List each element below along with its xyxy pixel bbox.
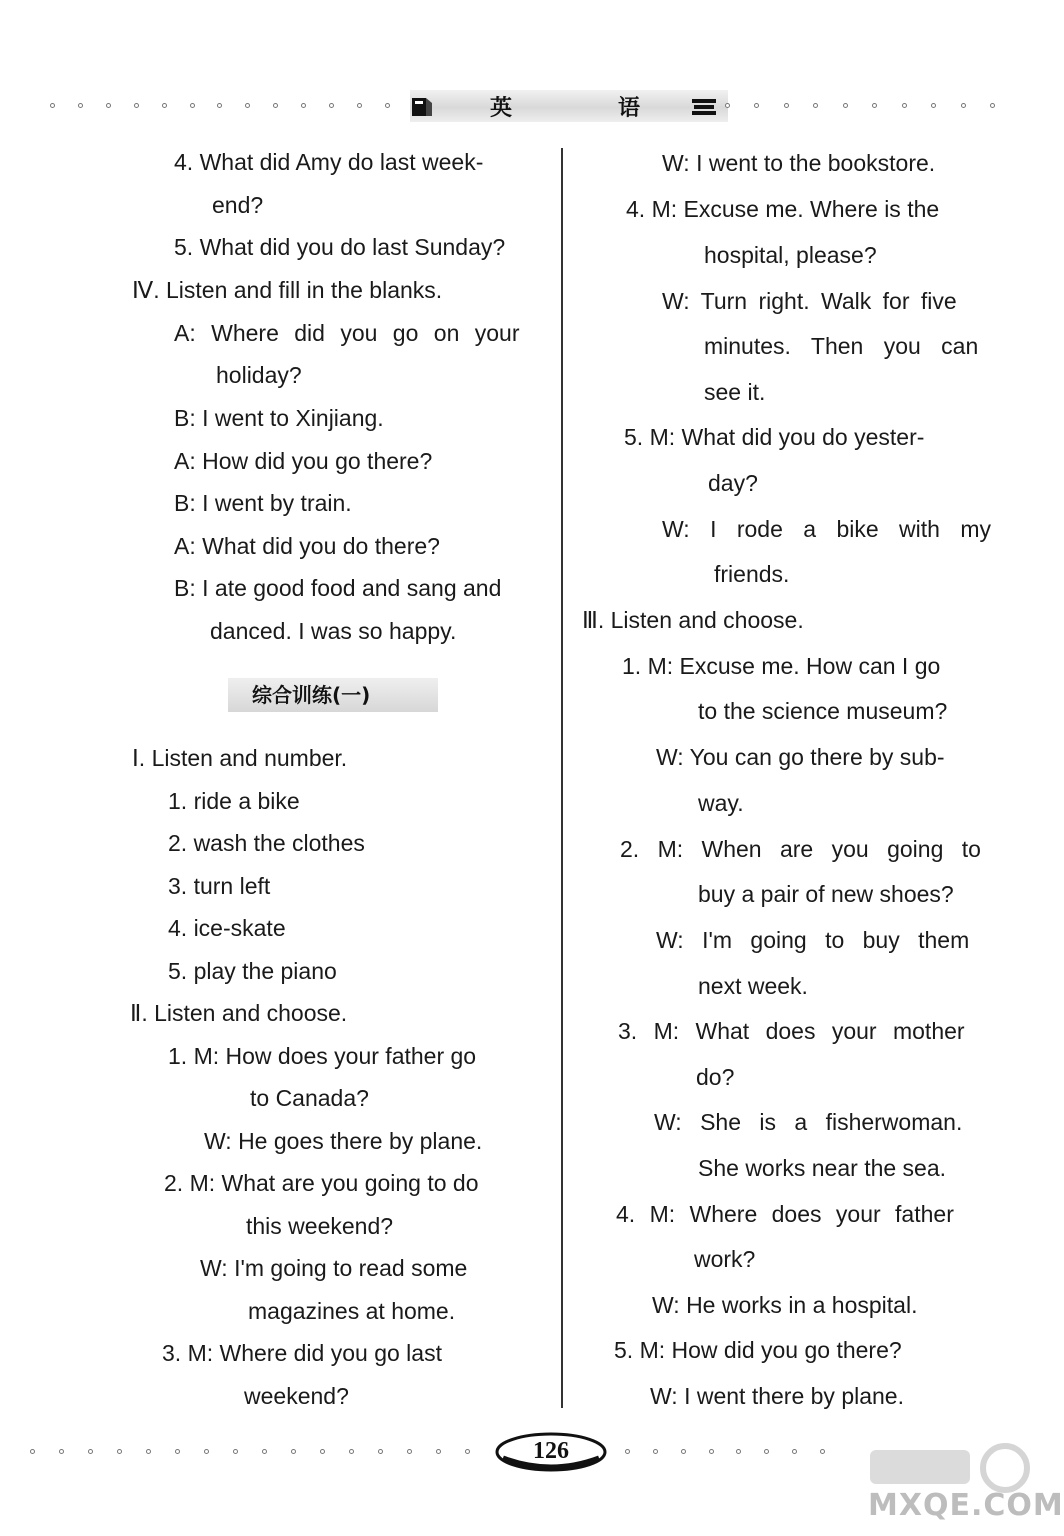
list-item: 4. ice-skate: [168, 915, 286, 941]
section-heading: Ⅲ. Listen and choose.: [582, 607, 804, 633]
text-line: minutes. Then you can: [704, 333, 979, 359]
text-line: to Canada?: [250, 1085, 369, 1111]
text-line: B: I went by train.: [174, 490, 352, 516]
text-line: see it.: [704, 379, 766, 405]
column-divider: [561, 148, 563, 1408]
section-heading: Ⅱ. Listen and choose.: [130, 1000, 348, 1026]
section-title: 综合训练(一): [252, 683, 371, 707]
text-line: friends.: [714, 561, 790, 587]
text-line: danced. I was so happy.: [210, 618, 457, 644]
text-line: next week.: [698, 973, 808, 999]
text-line: W: Turn right. Walk for five: [662, 288, 957, 314]
list-item: 2. wash the clothes: [168, 830, 365, 856]
text-line: magazines at home.: [248, 1298, 456, 1324]
text-line: do?: [696, 1064, 735, 1090]
text-line: 5. What did you do last Sunday?: [174, 234, 506, 260]
text-line: 5. M: How did you go there?: [614, 1337, 902, 1363]
section-heading: Ⅳ. Listen and fill in the blanks.: [132, 277, 443, 303]
list-item: 5. play the piano: [168, 958, 337, 984]
text-line: weekend?: [244, 1383, 349, 1409]
header-dots-right: [725, 103, 995, 109]
text-line: this weekend?: [246, 1213, 394, 1239]
text-line: A: How did you go there?: [174, 448, 433, 474]
text-line: A: Where did you go on your: [174, 320, 520, 346]
page-header: [0, 86, 1037, 130]
text-line: 2. M: What are you going to do: [164, 1170, 479, 1196]
text-line: B: I ate good food and sang and: [174, 575, 502, 601]
text-line: W: You can go there by sub-: [656, 744, 945, 770]
page-number: 126: [533, 1438, 569, 1464]
text-line: 1. M: Excuse me. How can I go: [622, 653, 941, 679]
text-line: work?: [694, 1246, 756, 1272]
book-icon: [410, 95, 434, 119]
footer-dots-right: [625, 1449, 825, 1455]
text-line: to the science museum?: [698, 698, 948, 724]
text-line: W: I rode a bike with my: [662, 516, 991, 542]
text-line: W: He works in a hospital.: [652, 1292, 918, 1318]
text-line: day?: [708, 470, 758, 496]
text-line: B: I went to Xinjiang.: [174, 405, 384, 431]
text-line: 4. What did Amy do last week-: [174, 149, 484, 175]
text-line: 3. M: What does your mother: [618, 1018, 965, 1044]
header-dots-left: [50, 103, 390, 109]
text-line: W: I went there by plane.: [650, 1383, 904, 1409]
text-line: W: She is a fisherwoman.: [654, 1109, 963, 1135]
list-item: 1. ride a bike: [168, 788, 300, 814]
text-line: holiday?: [216, 362, 302, 388]
text-line: 4. M: Excuse me. Where is the: [626, 196, 940, 222]
text-line: way.: [698, 790, 744, 816]
text-line: W: I'm going to buy them: [656, 927, 970, 953]
text-line: A: What did you do there?: [174, 533, 440, 559]
text-line: 5. M: What did you do yester-: [624, 424, 925, 450]
header-title-char-2: 语: [617, 95, 640, 121]
text-line: 1. M: How does your father go: [168, 1043, 477, 1069]
text-line: buy a pair of new shoes?: [698, 881, 954, 907]
watermark-text: MXQE.COM: [868, 1488, 1064, 1523]
footer-dots-left: [30, 1449, 470, 1455]
text-line: 2. M: When are you going to: [620, 836, 981, 862]
text-line: She works near the sea.: [698, 1155, 947, 1181]
text-line: W: I'm going to read some: [200, 1255, 468, 1281]
text-line: 4. M: Where does your father: [616, 1201, 954, 1227]
text-line: 3. M: Where did you go last: [162, 1340, 442, 1366]
text-line: hospital, please?: [704, 242, 877, 268]
section-heading: Ⅰ. Listen and number.: [132, 745, 348, 771]
list-item: 3. turn left: [168, 873, 271, 899]
header-title: [490, 91, 640, 121]
text-line: W: I went to the bookstore.: [662, 150, 936, 176]
text-line: W: He goes there by plane.: [204, 1128, 483, 1154]
text-line: end?: [212, 192, 264, 218]
header-title-char-1: 英: [490, 95, 513, 121]
book-stack-icon: [690, 97, 718, 117]
